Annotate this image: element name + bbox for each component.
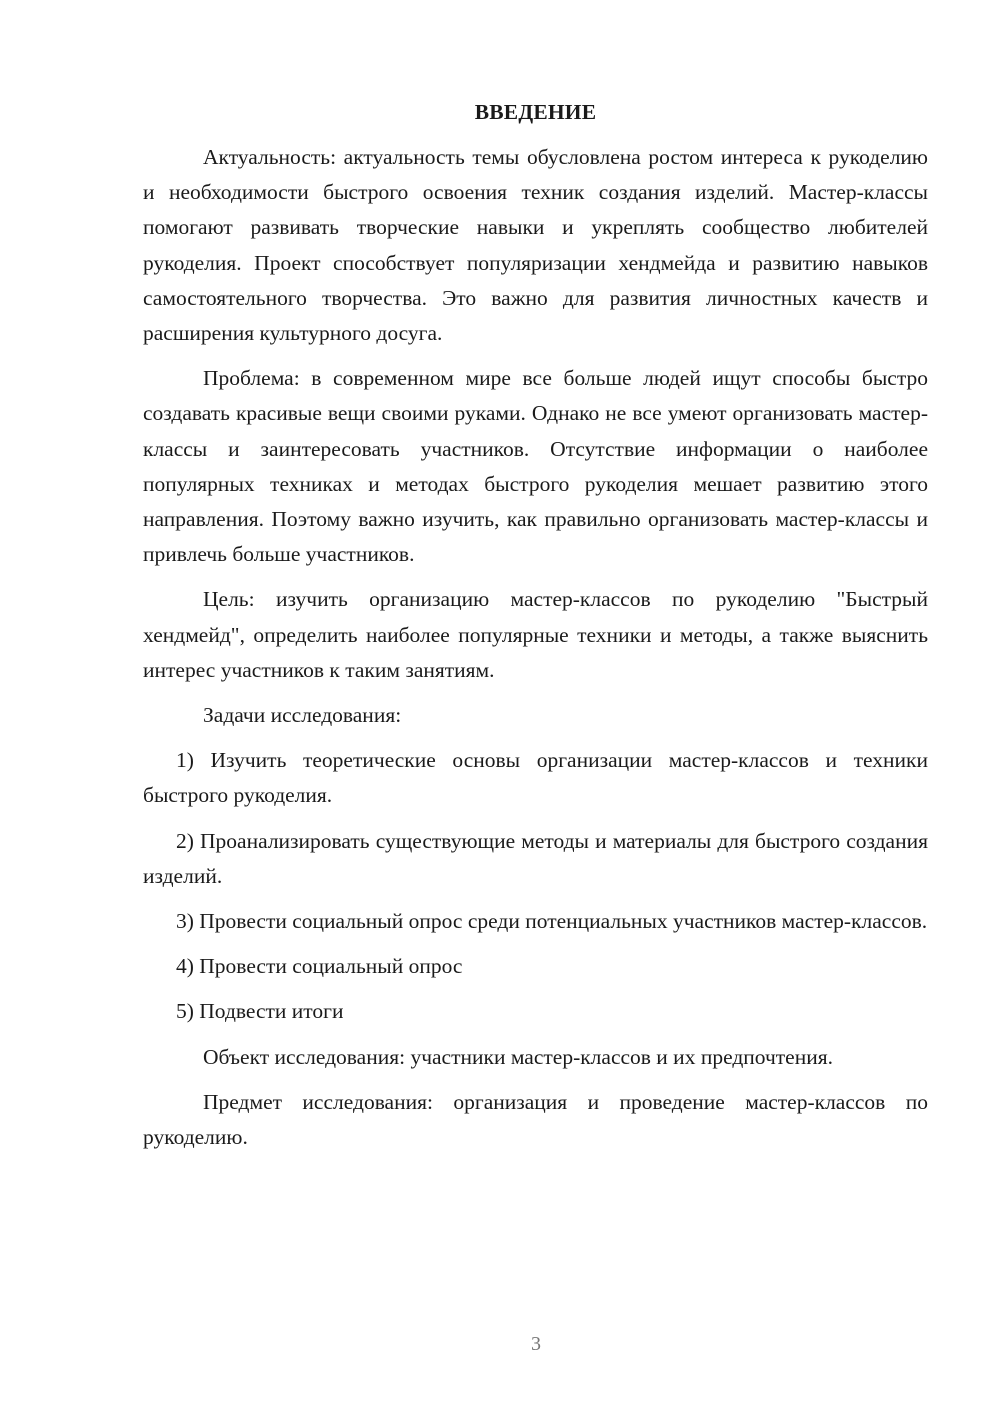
relevance-paragraph: Актуальность: актуальность темы обусловлена ростом интереса к рукоделию и необходимости быстрого освоения техник создания изделий. Мастер-классы помогают развивать творческие навыки и укреплять сообщество любителей рукоделия. Проект способствует популяризации хендмейда и развитию навыков самостоятельного творчества. Это важно для развития личностных качеств и расширения культурного досуга. [143,145,928,346]
tasks-heading: Задачи исследования: [203,703,402,728]
page-number: 3 [531,1333,541,1355]
section-title: ВВЕДЕНИЕ [474,100,597,124]
document-body [143,95,928,1165]
task-item: 4) Провести социальный опрос [176,954,463,979]
task-item: 5) Подвести итоги [176,999,344,1024]
research-subject-paragraph: Предмет исследования: организация и проведение мастер-классов по рукоделию. [143,1089,928,1150]
problem-paragraph: Проблема: в современном мире все больше людей ищут способы быстро создавать красивые вещи своими руками. Однако не все умеют организовать мастер-классы и заинтересовать участников. Отсутствие информации о наиболее популярных техниках и методах быстрого рукоделия мешает развитию этого направления. Поэтому важно изучить, как правильно организовать мастер-классы и привлечь больше участников. [143,366,928,567]
task-item: 2) Проанализировать существующие методы и материалы для быстрого создания изделий. [143,828,928,888]
goal-paragraph: Цель: изучить организацию мастер-классов по рукоделию "Быстрый хендмейд", определить наиболее популярные техники и методы, а также выяснить интерес участников к таким занятиям. [143,587,928,682]
task-item: 3) Провести социальный опрос среди потенциальных участников мастер-классов. [176,909,928,934]
task-item: 1) Изучить теоретические основы организации мастер-классов и техники быстрого рукоделия. [143,748,928,808]
research-object-paragraph: Объект исследования: участники мастер-классов и их предпочтения. [203,1044,833,1069]
